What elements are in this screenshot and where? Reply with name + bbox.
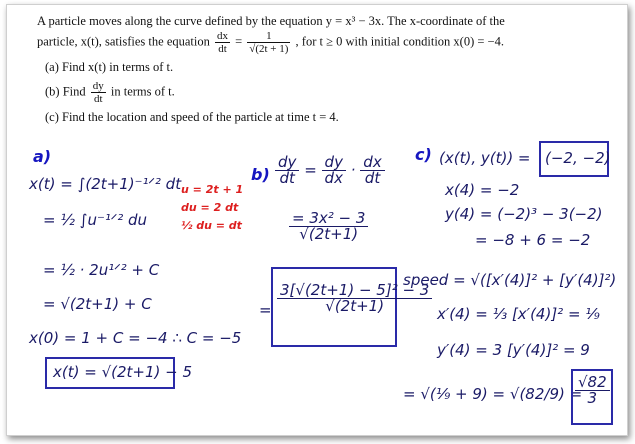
c-speed-frac: [575, 375, 610, 406]
c-line-4: = −8 + 6 = −2: [475, 231, 591, 249]
b-dydx-den: dx: [324, 169, 343, 187]
b-dxdt-num: dx: [360, 155, 384, 171]
c-speed-num: √82: [575, 375, 610, 391]
part-c-text: (c) Find the location and speed of the particle at time t = 4.: [45, 110, 339, 124]
c-line-3: y(4) = (−2)³ − 3(−2): [445, 205, 603, 223]
b-l2-num: = 3x² − 3: [289, 211, 368, 227]
intro-line-2b: , for t ≥ 0 with initial condition x(0) = −4.: [295, 34, 504, 49]
document-page: [6, 4, 628, 436]
c-line-2: x(4) = −2: [445, 181, 520, 199]
rhs-den: √(2t + 1): [249, 43, 289, 55]
b-eq-1: =: [304, 161, 317, 179]
part-b-post: in terms of t.: [110, 84, 175, 99]
intro-line-2: [37, 30, 597, 55]
b-answer-num: 3[√(2t+1) − 5]² − 3: [277, 283, 432, 299]
c-line-5: speed = √([x′(4)]² + [y′(4)]²): [403, 271, 617, 289]
b-l2-den: √(2t+1): [299, 225, 359, 243]
b-l2-frac: [289, 211, 368, 242]
b-dydx-num: dy: [322, 155, 346, 171]
c-line-6: x′(4) = ⅓ [x′(4)]² = ⅑: [437, 305, 600, 323]
dydt-num: dy: [92, 80, 104, 92]
sub-line-1: u = 2t + 1: [181, 183, 244, 196]
dxdt-fraction: [215, 30, 230, 55]
part-c-label: c): [415, 145, 432, 164]
c-line-8: = √(⅑ + 9) = √(82/9) =: [403, 385, 583, 403]
b-dydt-den: dt: [279, 169, 295, 187]
intro-line-2a: particle, x(t), satisfies the equation: [37, 34, 210, 49]
a-line-1: x(t) = ∫(2t+1)⁻¹ᐟ² dt: [29, 175, 182, 193]
b-answer-den: √(2t+1): [325, 297, 385, 315]
c-speed-den: 3: [587, 389, 598, 407]
part-a-text: (a) Find x(t) in terms of t.: [45, 60, 174, 74]
part-a-label: a): [33, 147, 52, 166]
part-b-label: b): [251, 165, 270, 184]
b-dydx: [322, 155, 346, 186]
part-b-text: [45, 80, 597, 105]
c-line-7: y′(4) = 3 [y′(4)]² = 9: [437, 341, 590, 359]
problem-statement: [37, 13, 597, 126]
dxdt-num: dx: [216, 30, 228, 42]
b-dot: ·: [350, 161, 356, 179]
dydt-fraction: [91, 80, 106, 105]
b-dydt-num: dy: [275, 155, 299, 171]
rhs-fraction: [247, 30, 290, 55]
c-location-answer: (−2, −2): [545, 149, 611, 167]
intro-line-1: A particle moves along the curve defined by the equation y = x³ − 3x. The x-coordinate of the: [37, 14, 505, 28]
c-line-1: (x(t), y(t)) =: [439, 149, 531, 167]
c-speed-answer: [575, 375, 610, 406]
b-line-1: [275, 155, 385, 186]
b-line-2: [289, 211, 368, 242]
a-line-3: = ½ · 2u¹ᐟ² + C: [43, 261, 160, 279]
rhs-num: 1: [247, 30, 290, 43]
b-answer-eq: =: [259, 301, 272, 319]
a-line-5: x(0) = 1 + C = −4 ∴ C = −5: [29, 329, 242, 347]
dxdt-den: dt: [218, 43, 227, 55]
b-dydt: [275, 155, 299, 186]
a-answer: x(t) = √(2t+1) − 5: [53, 363, 193, 381]
b-dxdt: [360, 155, 384, 186]
b-dxdt-den: dt: [364, 169, 381, 187]
part-b-pre: (b) Find: [45, 84, 86, 99]
equals-sign: =: [235, 34, 243, 49]
sub-line-2: du = 2 dt: [181, 201, 239, 214]
sub-line-3: ½ du = dt: [181, 219, 242, 232]
a-line-2: = ½ ∫u⁻¹ᐟ² du: [43, 211, 148, 229]
dydt-den: dt: [93, 93, 103, 105]
a-line-4: = √(2t+1) + C: [43, 295, 152, 313]
